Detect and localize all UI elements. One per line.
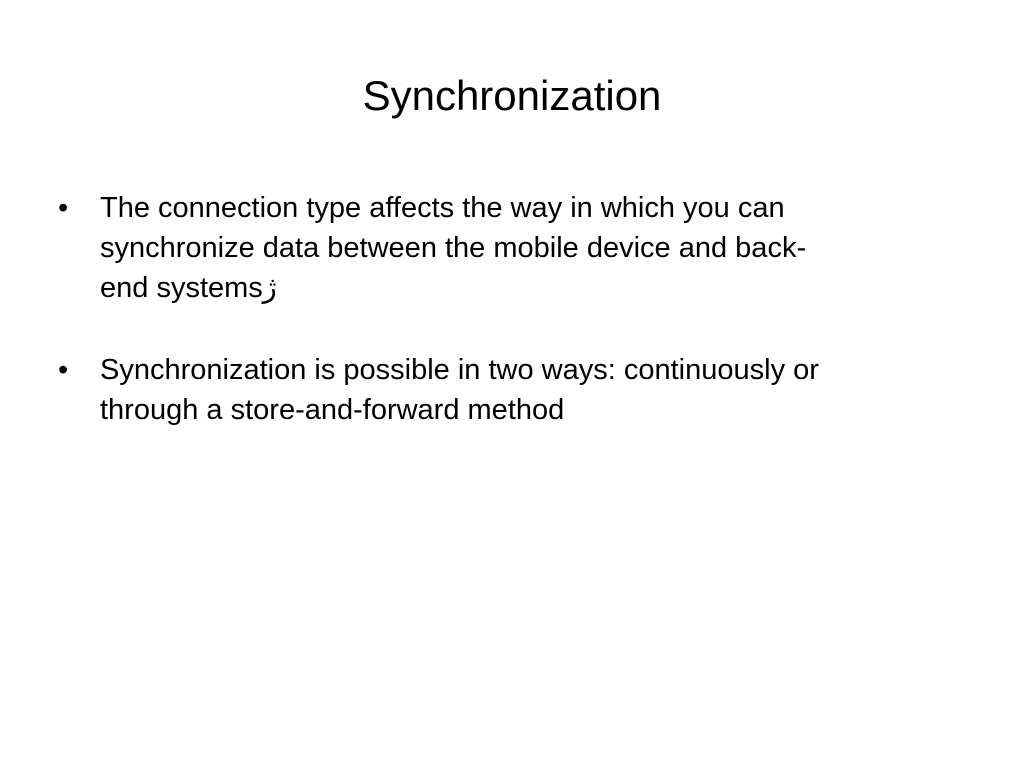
- bullet-line: The connection type affects the way in which you can: [100, 192, 785, 224]
- bullet-line: Synchronization is possible in two ways: continuously or: [100, 354, 819, 386]
- bullet-icon: •: [58, 192, 69, 224]
- bullet-line: through a store-and-forward method: [100, 394, 565, 426]
- slide-title: Synchronization: [362, 72, 662, 119]
- bullet-line: synchronize data between the mobile device and back-: [100, 232, 807, 264]
- bullet-item: [58, 350, 958, 430]
- bullet-list: [58, 188, 958, 472]
- bullet-item: [58, 188, 958, 308]
- bullet-icon: •: [58, 354, 69, 386]
- bullet-line: end systemsژ: [100, 272, 277, 304]
